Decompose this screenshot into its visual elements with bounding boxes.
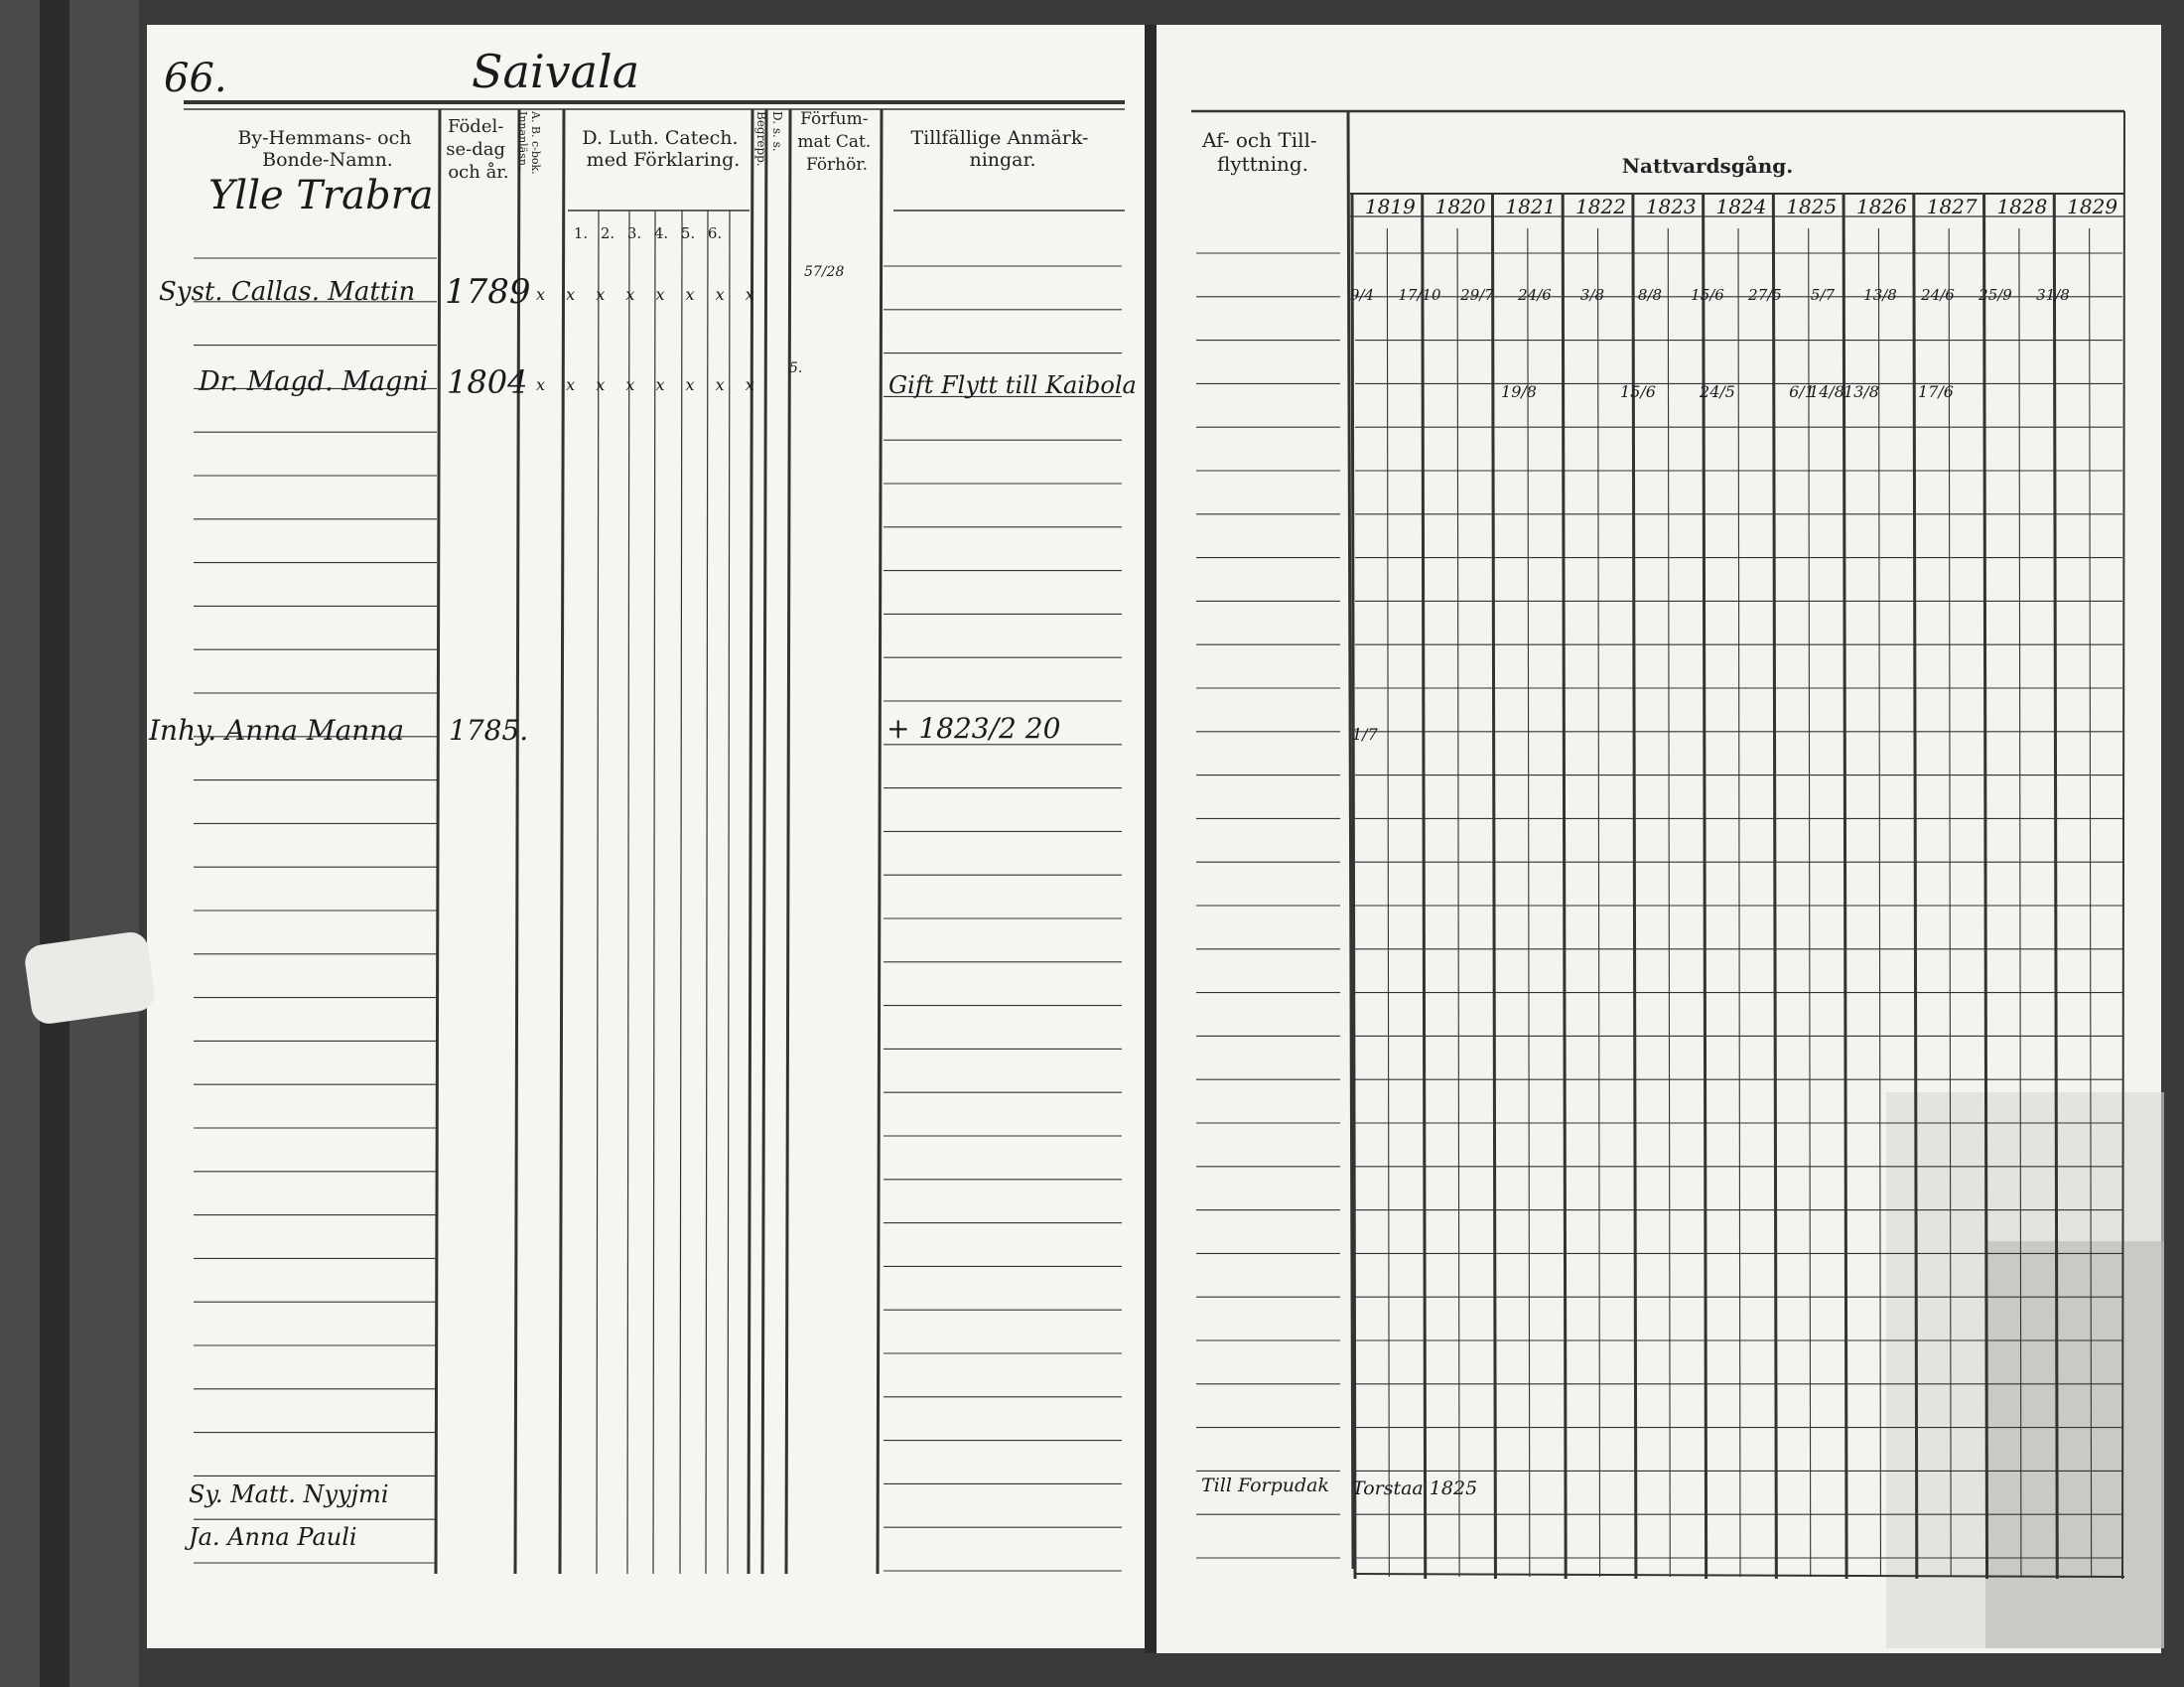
- entry-3-birth: 1785.: [449, 714, 529, 747]
- catechism-subcol-4: 4.: [653, 224, 669, 242]
- row1-date-10: 24/6: [1921, 286, 1955, 304]
- entry-3-note: + 1823/2 20: [887, 712, 1061, 745]
- row2-date-1: 15/6: [1620, 382, 1656, 401]
- entry-2-cat: 5.: [789, 360, 803, 376]
- year-label-1820: 1820: [1434, 195, 1486, 218]
- row1-date-8: 5/7: [1810, 286, 1836, 304]
- row1-date-5: 8/8: [1637, 286, 1663, 304]
- row2-date-6: 17/6: [1918, 382, 1954, 401]
- row1-date-11: 25/9: [1979, 286, 2012, 304]
- footer-note-1: Sy. Matt. Nyyjmi: [189, 1480, 389, 1508]
- catechism-subcol-2: 2.: [600, 224, 615, 242]
- footer-move-year: Torstaa 1825: [1352, 1477, 1478, 1499]
- entry-1-cat: 57/28: [804, 264, 845, 280]
- year-label-1824: 1824: [1715, 195, 1767, 218]
- row1-date-6: 15/6: [1691, 286, 1724, 304]
- row1-date-12: 31/8: [2036, 286, 2070, 304]
- year-label-1823: 1823: [1645, 195, 1697, 218]
- entry-1-birth: 1789: [445, 272, 531, 312]
- row2-date-2: 24/5: [1700, 382, 1735, 401]
- move-in-date: 1/7: [1352, 725, 1378, 744]
- place-name: Saivala: [472, 45, 640, 98]
- year-label-1822: 1822: [1575, 195, 1626, 218]
- catechism-subcol-5: 5.: [680, 224, 696, 242]
- header-communion: Nattvardsgång.: [1621, 154, 1794, 178]
- year-label-1821: 1821: [1505, 195, 1557, 218]
- header-concept-col: Begrepp.: [754, 111, 768, 167]
- year-label-1829: 1829: [2067, 195, 2118, 218]
- farm-name: Ylle Trabra: [208, 173, 434, 218]
- page-number: 66.: [164, 56, 227, 101]
- header-name-col: By-Hemmans- och Bonde-Namn.: [237, 127, 412, 171]
- footer-move: Till Forpudak: [1201, 1475, 1330, 1496]
- row1-date-1: 17/10: [1398, 286, 1441, 304]
- row1-date-0: 9/4: [1349, 286, 1375, 304]
- header-catechism-col: D. Luth. Catech. med Förklaring.: [582, 127, 741, 171]
- footer-note-2: Ja. Anna Pauli: [189, 1523, 357, 1551]
- entry-2-marks: x x x x x x x x: [536, 375, 762, 394]
- row1-date-4: 3/8: [1579, 286, 1605, 304]
- row2-date-4: 14/8: [1809, 382, 1844, 401]
- row2-date-5: 13/8: [1843, 382, 1879, 401]
- entry-2-name: Dr. Magd. Magni: [199, 366, 429, 397]
- catechism-subcol-3: 3.: [626, 224, 642, 242]
- row1-date-7: 27/5: [1748, 286, 1782, 304]
- entry-1-marks: x x x x x x x x: [536, 285, 762, 304]
- year-label-1819: 1819: [1364, 195, 1416, 218]
- year-label-1825: 1825: [1786, 195, 1838, 218]
- entry-3-name: Inhy. Anna Manna: [149, 714, 405, 747]
- year-label-1828: 1828: [1996, 195, 2048, 218]
- header-moves: Af- och Till- flyttning.: [1201, 128, 1317, 176]
- row1-date-3: 24/6: [1518, 286, 1552, 304]
- communion-year-labels: [1365, 195, 2117, 218]
- year-label-1827: 1827: [1926, 195, 1978, 218]
- row1-date-9: 13/8: [1863, 286, 1897, 304]
- row1-date-2: 29/7: [1460, 286, 1494, 304]
- row2-date-0: 19/8: [1501, 382, 1537, 401]
- row2-date-3: 6/1: [1789, 382, 1815, 401]
- catechism-subcol-6: 6.: [707, 224, 723, 242]
- header-dss-col: D. s. s.: [770, 111, 784, 152]
- entry-1-name: Syst. Callas. Mattin: [159, 277, 416, 307]
- year-label-1826: 1826: [1856, 195, 1907, 218]
- header-birth-col: Födel- se-dag och år.: [446, 116, 509, 183]
- header-remarks-col: Tillfällige Anmärk- ningar.: [910, 127, 1089, 171]
- right-page: [1157, 25, 2164, 1653]
- header-neglected-col: Förfum- mat Cat. Förhör.: [797, 109, 872, 175]
- left-page: [147, 25, 1145, 1648]
- entry-2-note: Gift Flytt till Kaibola: [888, 371, 1137, 399]
- header-abc-col: A. B. c-bok. Innanläsn.: [516, 111, 542, 175]
- entry-2-birth: 1804: [447, 363, 528, 401]
- catechism-subcol-1: 1.: [573, 224, 589, 242]
